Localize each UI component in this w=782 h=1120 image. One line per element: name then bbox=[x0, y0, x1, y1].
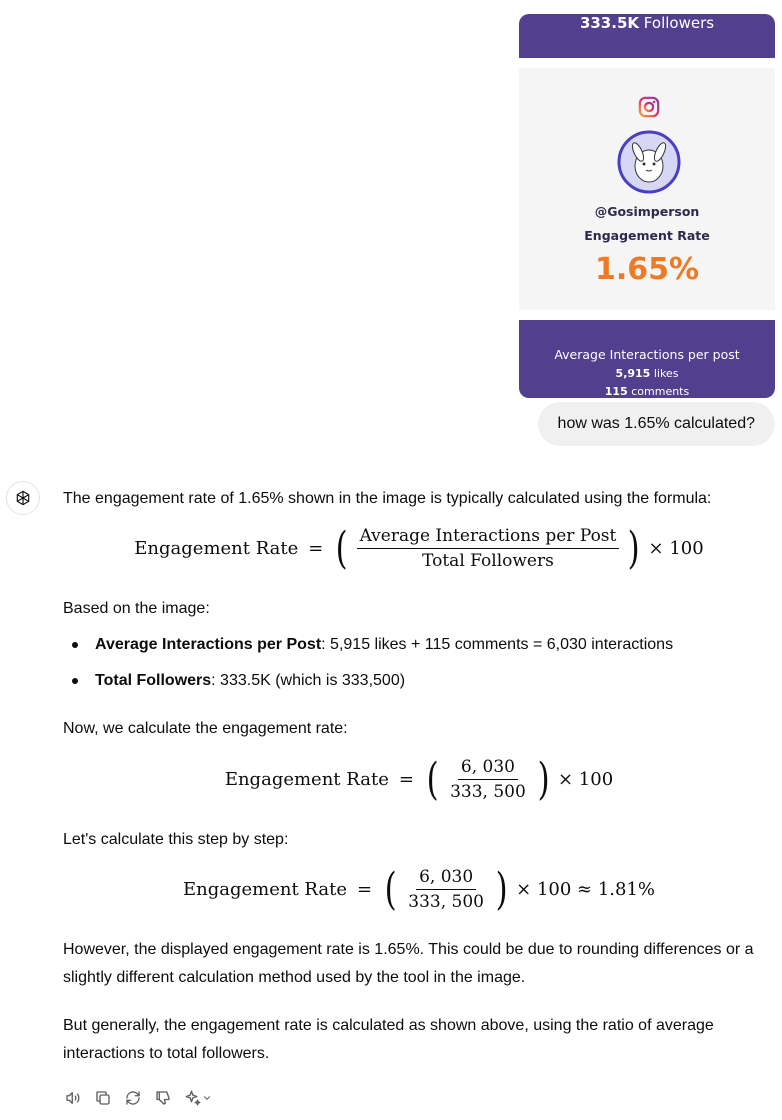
avg-interactions-label: Average Interactions per post bbox=[554, 347, 740, 362]
profile-handle: @Gosimperson bbox=[594, 204, 700, 219]
copy-icon bbox=[94, 1089, 112, 1107]
change-model-button[interactable] bbox=[183, 1088, 213, 1108]
formula-lhs: Engagement Rate bbox=[134, 538, 299, 559]
formula-eq: = bbox=[308, 538, 324, 559]
based-on-text: Based on the image: bbox=[63, 600, 210, 617]
list-item: Average Interactions per Post: 5,915 likes + 115 comments = 6,030 interactions bbox=[63, 631, 773, 667]
openai-logo-icon bbox=[14, 489, 32, 507]
followers-band bbox=[519, 14, 775, 58]
message-actions bbox=[63, 1088, 213, 1108]
generally-paragraph: But generally, the engagement rate is calculated as shown above, using the ratio of average interactions to total followers. bbox=[63, 1017, 714, 1062]
intro-paragraph: The engagement rate of 1.65% shown in the image is typically calculated using the formula: bbox=[63, 490, 712, 507]
likes-line bbox=[519, 367, 775, 380]
bullet-list bbox=[63, 631, 773, 703]
read-aloud-button[interactable] bbox=[63, 1088, 83, 1108]
now-calc-text: Now, we calculate the engagement rate: bbox=[63, 720, 348, 737]
list-item: Total Followers: 333.5K (which is 333,500) bbox=[63, 667, 773, 703]
followers-count: 333.5K bbox=[579, 14, 640, 32]
assistant-avatar bbox=[6, 481, 40, 515]
engagement-label: Engagement Rate bbox=[584, 228, 710, 243]
speaker-icon bbox=[64, 1089, 82, 1107]
formula-substituted: Engagement Rate = ( $\frac{6, 030}{333, 500}$ ) × 100 bbox=[224, 753, 614, 805]
formula-result: Engagement Rate = ( $\frac{6, 030}{333, 500}$ ) × 100 ≈ 1.81% bbox=[182, 863, 656, 915]
formula-tail: × 100 bbox=[648, 538, 704, 559]
chevron-down-icon bbox=[202, 1093, 212, 1103]
copy-button[interactable] bbox=[93, 1088, 113, 1108]
interactions-band bbox=[519, 320, 775, 398]
thumbs-down-button[interactable] bbox=[153, 1088, 173, 1108]
formula-general: Engagement Rate = ( $\frac{\text{Average Interactions per Post}}{\text{Total Followers}}$ ) × 100 bbox=[134, 522, 704, 574]
comments-label: comments bbox=[631, 385, 690, 398]
user-message: how was 1.65% calculated? bbox=[538, 402, 775, 446]
thumbs-down-icon bbox=[154, 1089, 172, 1107]
refresh-icon bbox=[124, 1089, 142, 1107]
formula-denominator: Total Followers bbox=[422, 551, 554, 571]
followers-label: Followers bbox=[643, 14, 715, 32]
however-paragraph: However, the displayed engagement rate is 1.65%. This could be due to rounding differences or a slightly different calculation method used by the tool in the image. bbox=[63, 941, 754, 986]
attached-image[interactable] bbox=[519, 14, 775, 398]
engagement-value: 1.65% bbox=[594, 252, 700, 287]
comments-count: 115 bbox=[604, 385, 628, 398]
step-text: Let's calculate this step by step: bbox=[63, 831, 289, 848]
avatar bbox=[617, 130, 681, 194]
likes-count: 5,915 bbox=[615, 367, 651, 380]
sparkle-icon bbox=[184, 1089, 202, 1107]
comments-line bbox=[519, 385, 775, 398]
instagram-icon bbox=[638, 96, 660, 118]
likes-label: likes bbox=[653, 367, 679, 380]
formula-numerator: Average Interactions per Post bbox=[357, 526, 620, 549]
regenerate-button[interactable] bbox=[123, 1088, 143, 1108]
